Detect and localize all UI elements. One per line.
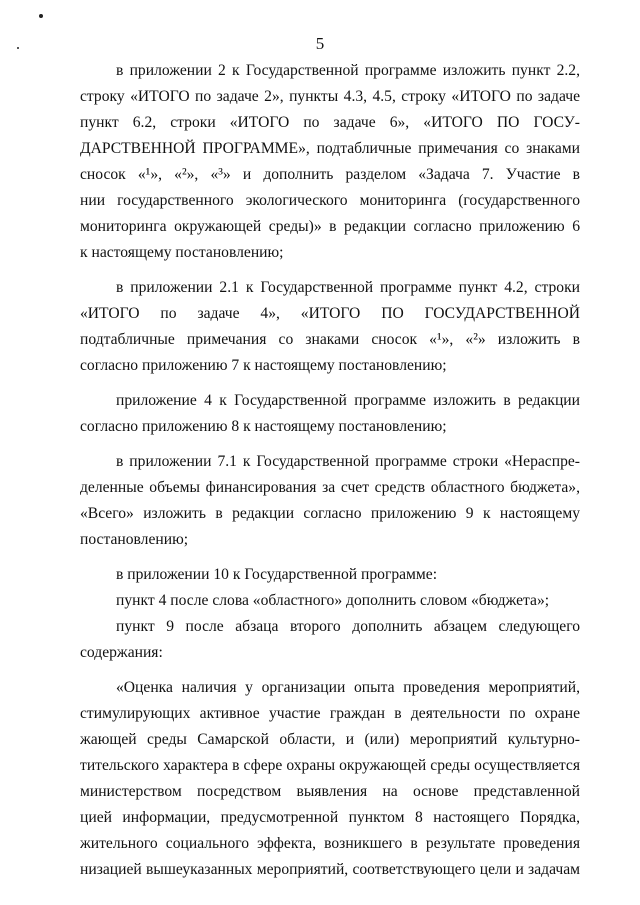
text-line: «ИТОГО по задаче 4», «ИТОГО ПО ГОСУДАРСТВЕННОЙ bbox=[80, 305, 580, 322]
text-line: пункт 6.2, строки «ИТОГО по задаче 6», «ИТОГО ПО ГОСУ- bbox=[80, 114, 580, 131]
text-line: пункт 9 после абзаца второго дополнить абзацем следующего bbox=[116, 618, 580, 635]
text-line: тительского характера в сфере охраны окружающей среды осуществляется bbox=[80, 757, 580, 774]
paragraph-gap bbox=[80, 666, 580, 675]
text-line: жающей среды Самарской области, и (или) мероприятий культурно- bbox=[80, 731, 580, 748]
text-line: к настоящему постановлению; bbox=[80, 244, 284, 261]
text-line: в приложении 2.1 к Государственной программе пункт 4.2, строки bbox=[116, 279, 580, 296]
text-line: нии государственного экологического мониторинга (государственного bbox=[80, 192, 580, 209]
paragraph-gap bbox=[80, 379, 580, 388]
text-line: ДАРСТВЕННОЙ ПРОГРАММЕ», подтабличные примечания со знаками bbox=[80, 140, 580, 157]
text-line: содержания: bbox=[80, 644, 163, 661]
text-line: «Оценка наличия у организации опыта проведения мероприятий, bbox=[116, 679, 580, 696]
text-line: постановлению; bbox=[80, 531, 189, 548]
text-line: цией информации, предусмотренной пунктом 8 настоящего Порядка, bbox=[80, 809, 580, 826]
text-line: согласно приложению 7 к настоящему постановлению; bbox=[80, 357, 447, 374]
scan-speck bbox=[39, 14, 43, 18]
text-line: сносок «¹», «²», «³» и дополнить разделом «Задача 7. Участие в bbox=[80, 166, 580, 183]
text-line: мониторинга окружающей среды)» в редакции согласно приложению 6 bbox=[80, 218, 580, 235]
text-line: жительного социального эффекта, возникшего в результате проведения bbox=[80, 835, 580, 852]
text-line: в приложении 10 к Государственной программе: bbox=[116, 566, 438, 583]
text-line: деленные объемы финансирования за счет средств областного бюджета», bbox=[80, 479, 580, 496]
text-line: низацией вышеуказанных мероприятий, соответствующего цели и задачам bbox=[80, 861, 580, 878]
page-number: 5 bbox=[315, 34, 325, 53]
paragraph-gap bbox=[80, 440, 580, 449]
paragraph-gap bbox=[80, 266, 580, 275]
document-body bbox=[80, 58, 580, 883]
paragraph-gap bbox=[80, 553, 580, 562]
text-line: в приложении 2 к Государственной программе изложить пункт 2.2, bbox=[116, 62, 580, 79]
text-line: стимулирующих активное участие граждан в деятельности по охране bbox=[80, 705, 580, 722]
text-line: строку «ИТОГО по задаче 2», пункты 4.3, 4.5, строку «ИТОГО по задаче bbox=[80, 88, 580, 105]
text-line: пункт 4 после слова «областного» дополнить словом «бюджета»; bbox=[116, 592, 550, 609]
text-line: министерством посредством выявления на основе представленной bbox=[80, 783, 580, 800]
text-line: в приложении 7.1 к Государственной программе строки «Нераспре- bbox=[116, 453, 580, 470]
text-line: подтабличные примечания со знаками сносок «¹», «²» изложить в bbox=[80, 331, 580, 348]
text-line: согласно приложению 8 к настоящему постановлению; bbox=[80, 418, 447, 435]
text-line: «Всего» изложить в редакции согласно приложению 9 к настоящему bbox=[80, 505, 580, 522]
text-line: приложение 4 к Государственной программе изложить в редакции bbox=[116, 392, 580, 409]
